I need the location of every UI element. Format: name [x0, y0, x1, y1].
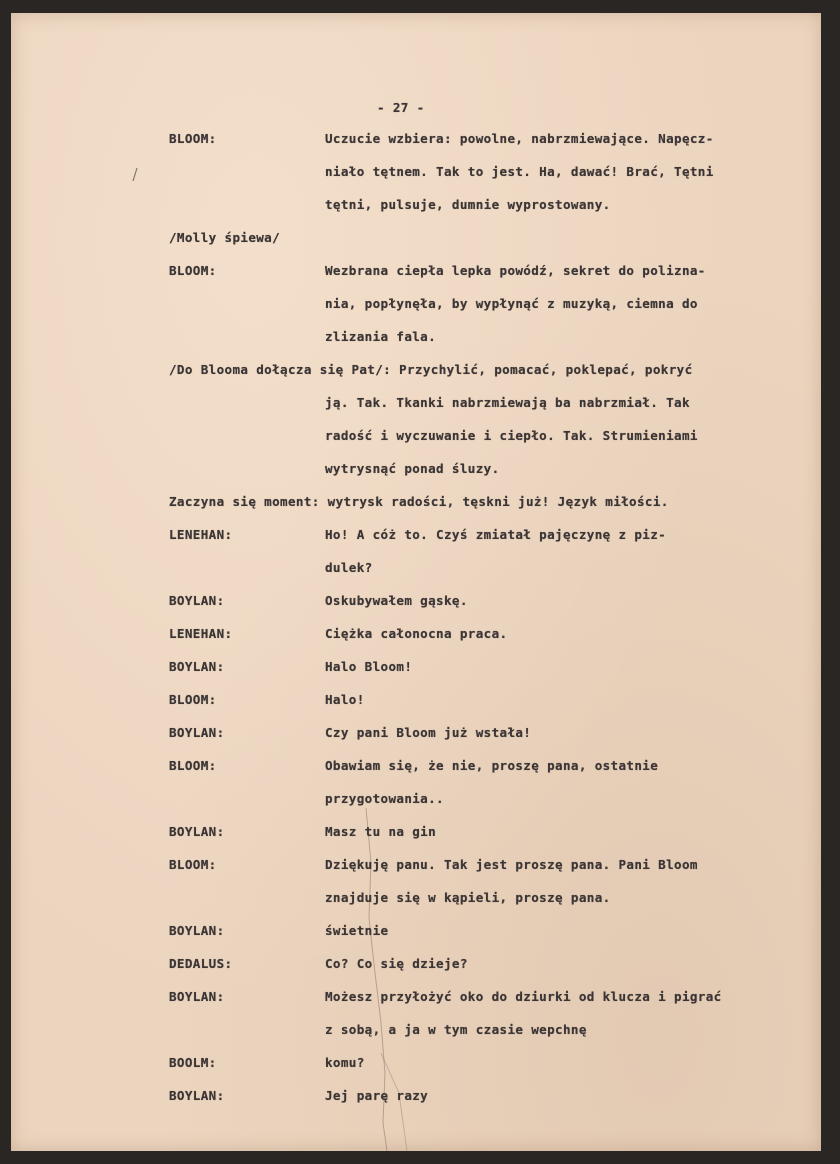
speaker-label: DEDALUS:	[169, 956, 233, 971]
speech-line: Halo Bloom!	[325, 659, 413, 674]
typewritten-page	[11, 13, 821, 1151]
speaker-label: BOYLAN:	[169, 725, 225, 740]
speaker-label: BOYLAN:	[169, 923, 225, 938]
speech-line: ją. Tak. Tkanki nabrzmiewają ba nabrzmiał. Tak	[325, 395, 690, 410]
speaker-label: BOOLM:	[169, 1055, 217, 1070]
speech-line: dulek?	[325, 560, 373, 575]
speaker-label: BOYLAN:	[169, 824, 225, 839]
stage-direction: /Molly śpiewa/	[169, 230, 281, 245]
speech-line: Obawiam się, że nie, proszę pana, ostatnie	[325, 758, 659, 773]
speech-line: Halo!	[325, 692, 365, 707]
speech-line: przygotowania..	[325, 791, 444, 806]
speech-line: znajduje się w kąpieli, proszę pana.	[325, 890, 611, 905]
speaker-label: BOYLAN:	[169, 989, 225, 1004]
speech-line: komu?	[325, 1055, 365, 1070]
speech-line: wytrysnąć ponad śluzy.	[325, 461, 500, 476]
speech-line: zlizania fala.	[325, 329, 437, 344]
speech-line: Możesz przyłożyć oko do dziurki od klucza i pigrać	[325, 989, 722, 1004]
speech-line: Jej parę razy	[325, 1088, 429, 1103]
speaker-label: BLOOM:	[169, 857, 217, 872]
speech-line: radość i wyczuwanie i ciepło. Tak. Strumieniami	[325, 428, 698, 443]
speech-line: Ciężka całonocna praca.	[325, 626, 508, 641]
speaker-label: BLOOM:	[169, 692, 217, 707]
stage-direction: /Do Blooma dołącza się Pat/: Przychylić, pomacać, poklepać, pokryć	[169, 362, 693, 377]
speaker-label: BOYLAN:	[169, 593, 225, 608]
speech-line: Ho! A cóż to. Czyś zmiatał pajęczynę z piz-	[325, 527, 667, 542]
paper-crease	[11, 13, 821, 1151]
speaker-label: BLOOM:	[169, 131, 217, 146]
speaker-label: BOYLAN:	[169, 1088, 225, 1103]
speaker-label: BLOOM:	[169, 263, 217, 278]
stage-direction: Zaczyna się moment: wytrysk radości, tęskni już! Język miłości.	[169, 494, 669, 509]
page-number: - 27 -	[377, 100, 425, 115]
speech-line: Co? Co się dzieje?	[325, 956, 468, 971]
speech-line: Wezbrana ciepła lepka powódź, sekret do polizna-	[325, 263, 706, 278]
speaker-label: LENEHAN:	[169, 527, 233, 542]
speaker-label: BOYLAN:	[169, 659, 225, 674]
speech-line: z sobą, a ja w tym czasie wepchnę	[325, 1022, 587, 1037]
speech-line: Masz tu na gin	[325, 824, 437, 839]
speech-line: tętni, pulsuje, dumnie wyprostowany.	[325, 197, 611, 212]
speaker-label: BLOOM:	[169, 758, 217, 773]
speech-line: Uczucie wzbiera: powolne, nabrzmiewające. Napęcz-	[325, 131, 714, 146]
speech-line: niało tętnem. Tak to jest. Ha, dawać! Brać, Tętni	[325, 164, 714, 179]
speaker-label: LENEHAN:	[169, 626, 233, 641]
speech-line: Dziękuję panu. Tak jest proszę pana. Pani Bloom	[325, 857, 698, 872]
speech-line: nia, popłynęła, by wypłynąć z muzyką, ciemna do	[325, 296, 698, 311]
speech-line: Czy pani Bloom już wstała!	[325, 725, 532, 740]
speech-line: świetnie	[325, 923, 389, 938]
speech-line: Oskubywałem gąskę.	[325, 593, 468, 608]
